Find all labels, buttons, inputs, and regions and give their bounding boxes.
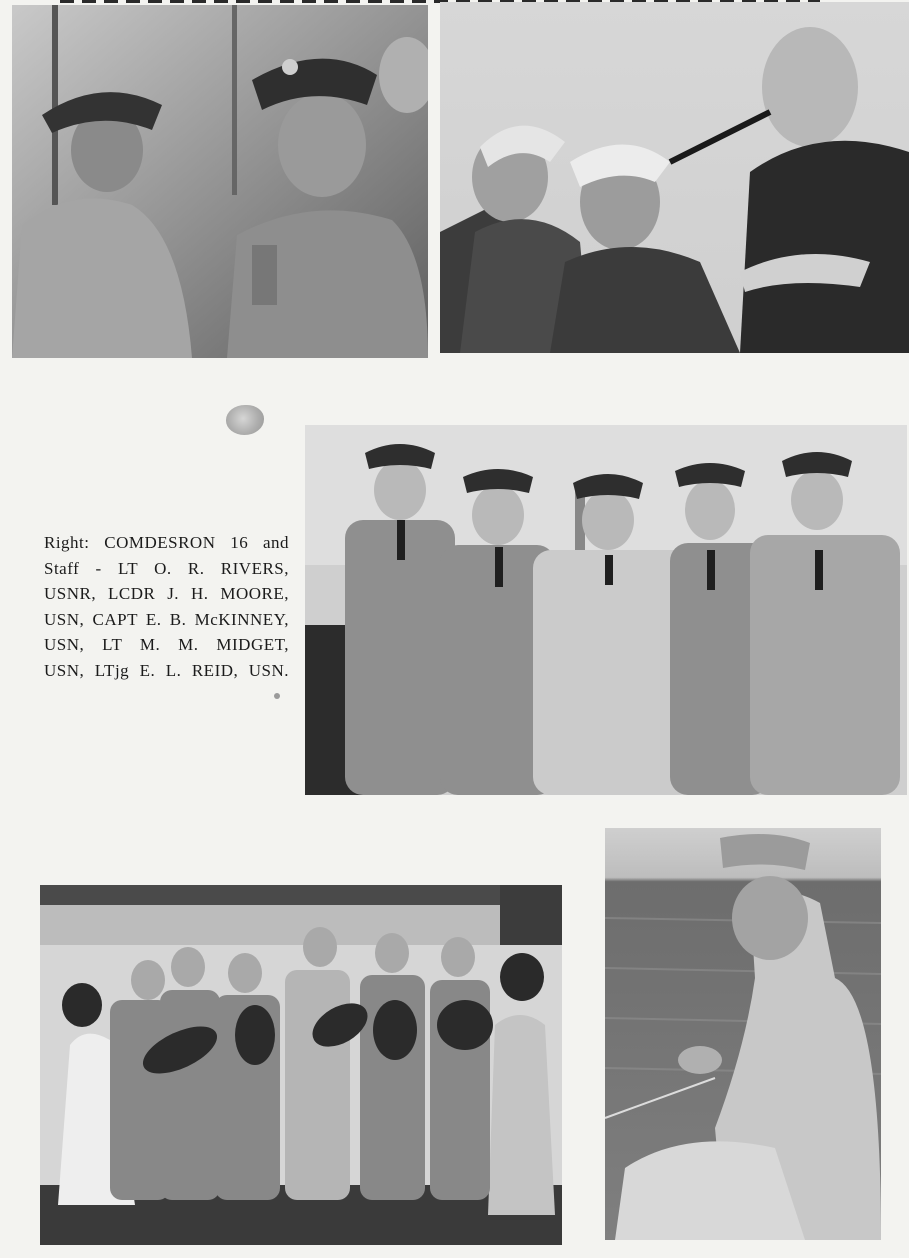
photo-caption xyxy=(44,530,289,684)
paper-speck xyxy=(274,693,280,699)
caption-line: USN, LT M. M. MIDGET, xyxy=(44,635,289,655)
caption-line: USNR, LCDR J. H. MOORE, xyxy=(44,584,289,604)
photo-bouquet-presentation xyxy=(40,885,562,1245)
paper-stain xyxy=(226,405,264,435)
photo-officer-fishing xyxy=(605,828,881,1240)
caption-line: Right: COMDESRON 16 and xyxy=(44,533,289,552)
caption-line: Staff - LT O. R. RIVERS, xyxy=(44,558,289,578)
caption-line: USN, LTjg E. L. REID, USN. xyxy=(44,660,289,680)
photo-officers-on-deck xyxy=(12,5,428,358)
photo-men-looking-up xyxy=(440,2,909,353)
photo-comdesron-staff xyxy=(305,425,907,795)
caption-line: USN, CAPT E. B. McKINNEY, xyxy=(44,609,289,629)
